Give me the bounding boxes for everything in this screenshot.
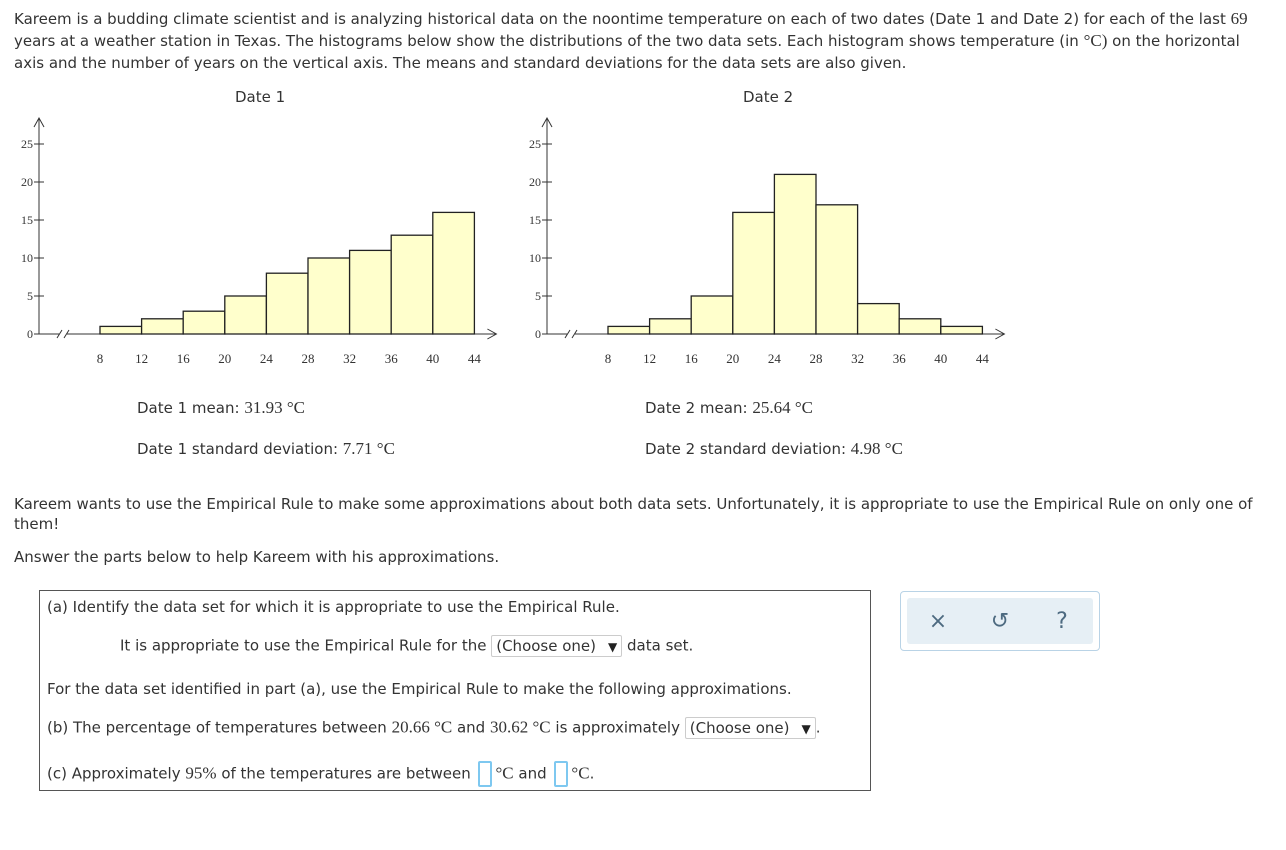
part-c-unit-2: °C (571, 763, 590, 783)
date1-x-tick-label-16: 16 (176, 351, 190, 366)
date2-bar-20-24 (733, 212, 775, 334)
dropdown-arrow-icon: ▼ (801, 722, 811, 736)
part-a-suffix: data set. (627, 636, 694, 655)
intro-text-2: years at a weather station in Texas. The histograms below show the distributions of the two data sets. Each histogram shows temperature (in (14, 32, 1079, 50)
date1-bar-16-20 (183, 311, 225, 334)
date1-x-tick-label-36: 36 (384, 351, 398, 366)
lower-bound-input[interactable] (478, 761, 492, 787)
date1-y-tick-label-20: 20 (21, 175, 33, 189)
date1-bar-24-28 (266, 273, 308, 334)
answer-toolbar (900, 591, 1100, 651)
date2-y-tick-label-0: 0 (535, 327, 541, 341)
date1-bar-12-16 (142, 319, 184, 334)
date1-bar-32-36 (350, 250, 392, 334)
date1-bar-40-44 (433, 212, 475, 334)
help-button[interactable]: ? (1056, 608, 1068, 634)
dropdown-arrow-icon: ▼ (608, 640, 618, 654)
histogram-date2 (528, 110, 1018, 375)
date1-sd-value: 7.71 °C (342, 439, 395, 458)
part-b-prefix: (b) The percentage of temperatures between (47, 718, 387, 737)
date2-x-tick-label-24: 24 (767, 351, 781, 366)
date1-y-tick-label-25: 25 (21, 137, 33, 151)
date2-bar-16-20 (691, 296, 733, 334)
date1-mean-label: Date 1 mean: (137, 399, 240, 417)
date1-sd (137, 439, 395, 459)
date1-sd-label: Date 1 standard deviation: (137, 440, 339, 458)
percentage-select[interactable] (685, 717, 816, 739)
part-b-and: and (456, 718, 486, 737)
date1-mean-value: 31.93 °C (244, 398, 305, 417)
part-b-low: 20.66 °C (391, 717, 453, 737)
histogram-date1 (20, 110, 510, 375)
date2-y-tick-label-15: 15 (529, 213, 541, 227)
date2-x-tick-label-8: 8 (604, 351, 612, 366)
date2-bar-40-44 (941, 326, 983, 334)
part-b-line (47, 717, 821, 739)
undo-button[interactable]: ↺ (990, 608, 1010, 634)
date2-y-tick-label-20: 20 (529, 175, 541, 189)
dataset-select[interactable] (491, 635, 622, 657)
part-c-prefix: (c) Approximately (47, 764, 181, 783)
date1-bar-20-24 (225, 296, 267, 334)
date1-bar-8-12 (100, 326, 142, 334)
date1-x-tick-label-20: 20 (218, 351, 232, 366)
part-a-prefix: It is appropriate to use the Empirical Rule for the (120, 636, 487, 655)
empirical-rule-paragraph: Kareem wants to use the Empirical Rule to make some approximations about both data sets. Unfortunately, it is appropriate to use the Empirical Rule on only one of them! (14, 495, 1253, 533)
date2-x-tick-label-20: 20 (726, 351, 740, 366)
date2-y-tick-label-10: 10 (529, 251, 541, 265)
date2-y-tick-label-25: 25 (529, 137, 541, 151)
date2-x-tick-label-36: 36 (892, 351, 906, 366)
date1-x-tick-label-32: 32 (343, 351, 357, 366)
date1-y-tick-label-10: 10 (21, 251, 33, 265)
part-c-line (47, 761, 594, 787)
percentage-select-value: (Choose one) (689, 719, 790, 737)
date1-x-tick-label-44: 44 (467, 351, 481, 366)
part-c-mid: of the temperatures are between (221, 764, 471, 783)
part-b-high: 30.62 °C (490, 717, 551, 737)
date1-bar-36-40 (391, 235, 433, 334)
date1-y-tick-label-0: 0 (27, 327, 33, 341)
date2-x-tick-label-16: 16 (684, 351, 698, 366)
part-b-end: . (815, 718, 821, 737)
date1-y-tick-label-15: 15 (21, 213, 33, 227)
date2-bar-12-16 (650, 319, 692, 334)
date1-x-tick-label-8: 8 (96, 351, 104, 366)
part-a-line (120, 635, 693, 657)
answer-toolbar-inner (907, 598, 1093, 644)
date1-x-tick-label-28: 28 (301, 351, 315, 366)
part-c-unit-1: °C (495, 763, 514, 783)
date1-x-tick-label-24: 24 (259, 351, 273, 366)
intro-text-3: on the horizontal axis and the number of years on the vertical axis. The means and standard deviations for the data sets are also given. (14, 32, 1240, 72)
clear-button[interactable]: × (928, 608, 948, 634)
date2-bar-32-36 (858, 304, 900, 334)
date2-x-tick-label-28: 28 (809, 351, 823, 366)
part-b-mid: is approximately (555, 718, 680, 737)
date2-mean-label: Date 2 mean: (645, 399, 748, 417)
dataset-select-value: (Choose one) (496, 637, 596, 655)
date2-bar-8-12 (608, 326, 650, 334)
part-c-percent: 95% (185, 763, 217, 783)
date2-bar-36-40 (899, 319, 941, 334)
chart-title-date1: Date 1 (235, 88, 286, 106)
upper-bound-input[interactable] (554, 761, 568, 787)
date1-x-tick-label-12: 12 (135, 351, 149, 366)
date2-bar-24-28 (774, 174, 816, 334)
date2-sd-value: 4.98 °C (850, 439, 903, 458)
date2-mean (645, 398, 813, 418)
intro-text-1: Kareem is a budding climate scientist and is analyzing historical data on the noontime temperature on each of two dates (Date 1 and Date 2) for each of the last (14, 10, 1226, 28)
date1-y-tick-label-5: 5 (27, 289, 33, 303)
part-bc-instruction: For the data set identified in part (a), use the Empirical Rule to make the following approximations. (47, 680, 792, 698)
part-c-and: and (518, 764, 547, 783)
instructions-paragraph: Answer the parts below to help Kareem with his approximations. (14, 548, 500, 566)
date2-x-tick-label-32: 32 (851, 351, 865, 366)
question-box (39, 590, 871, 791)
date2-x-tick-label-44: 44 (975, 351, 989, 366)
date2-sd-label: Date 2 standard deviation: (645, 440, 847, 458)
date2-x-tick-label-12: 12 (643, 351, 657, 366)
date2-sd (645, 439, 903, 459)
date2-y-tick-label-5: 5 (535, 289, 541, 303)
date1-bar-28-32 (308, 258, 350, 334)
intro-paragraph (14, 8, 1264, 74)
intro-years: 69 (1230, 9, 1248, 28)
part-a-heading: (a) Identify the data set for which it is appropriate to use the Empirical Rule. (47, 598, 620, 616)
intro-unit: °C) (1083, 31, 1108, 50)
chart-title-date2: Date 2 (743, 88, 794, 106)
date2-mean-value: 25.64 °C (752, 398, 813, 417)
date1-mean (137, 398, 305, 418)
date2-x-tick-label-40: 40 (934, 351, 948, 366)
part-c-end: . (589, 764, 595, 783)
date2-bar-28-32 (816, 205, 858, 334)
date1-x-tick-label-40: 40 (426, 351, 440, 366)
